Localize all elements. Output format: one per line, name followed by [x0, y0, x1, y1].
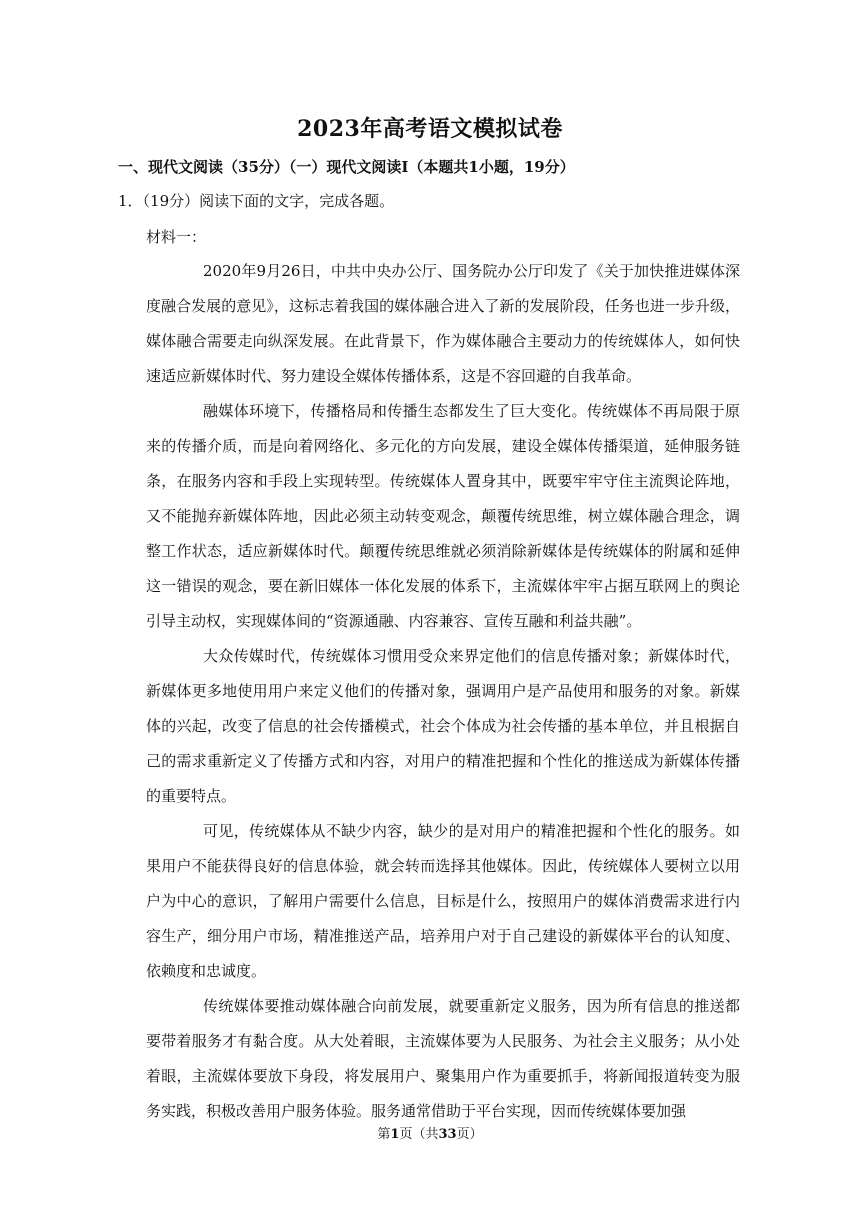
footer-middle: 页（共 [399, 1127, 439, 1142]
article-body [146, 254, 740, 1129]
paragraph: 2020年9月26日，中共中央办公厅、国务院办公厅印发了《关于加快推进媒体深度融合发展的意见》，这标志着我国的媒体融合进入了新的发展阶段，任务也进一步升级，媒体融合需要走向纵深发展。在此背景下，作为媒体融合主要动力的传统媒体人，如何快速适应新媒体时代、努力建设全媒体传播体系，这是不容回避的自我革命。 [146, 262, 740, 385]
page-number: 1 [390, 1127, 400, 1142]
paragraph: 融媒体环境下，传播格局和传播生态都发生了巨大变化。传统媒体不再局限于原来的传播介质，而是向着网络化、多元化的方向发展，建设全媒体传播渠道，延伸服务链条，在服务内容和手段上实现转型。传统媒体人置身其中，既要牢牢守住主流舆论阵地，又不能抛弃新媒体阵地，因此必须主动转变观念，颠覆传统思维，树立媒体融合理念，调整工作状态，适应新媒体时代。颠覆传统思维就必须消除新媒体是传统媒体的附属和延伸这一错误的观念，要在新旧媒体一体化发展的体系下，主流媒体牢牢占据互联网上的舆论引导主动权，实现媒体间的“资源通融、内容兼容、宣传互融和利益共融”。 [146, 402, 740, 630]
paragraph: 可见，传统媒体从不缺少内容，缺少的是对用户的精准把握和个性化的服务。如果用户不能获得良好的信息体验，就会转而选择其他媒体。因此，传统媒体人要树立以用户为中心的意识，了解用户需要什么信息，目标是什么，按照用户的媒体消费需求进行内容生产，细分用户市场，精准推送产品，培养用户对于自己建设的新媒体平台的认知度、依赖度和忠诚度。 [146, 822, 740, 980]
footer-suffix: 页） [456, 1127, 483, 1142]
total-pages: 33 [438, 1127, 457, 1142]
paragraph: 大众传媒时代，传统媒体习惯用受众来界定他们的信息传播对象；新媒体时代，新媒体更多地使用用户来定义他们的传播对象，强调用户是产品使用和服务的对象。新媒体的兴起，改变了信息的社会传播模式，社会个体成为社会传播的基本单位，并且根据自己的需求重新定义了传播方式和内容，对用户的精准把握和个性化的推送成为新媒体传播的重要特点。 [146, 647, 740, 805]
footer-prefix: 第 [377, 1127, 391, 1142]
document-title: 2023年高考语文模拟试卷 [297, 116, 563, 142]
paragraph: 传统媒体要推动媒体融合向前发展，就要重新定义服务，因为所有信息的推送都要带着服务才有黏合度。从大处着眼，主流媒体要为人民服务、为社会主义服务；从小处着眼，主流媒体要放下身段，将发展用户、聚集用户作为重要抓手，将新闻报道转变为服务实践，积极改善用户服务体验。服务通常借助于平台实现，因而传统媒体要加强 [146, 997, 740, 1120]
material-label: 材料一： [146, 228, 207, 246]
question-intro: 1．（19分）阅读下面的文字，完成各题。 [118, 192, 395, 210]
page-footer [0, 1123, 860, 1142]
section-heading: 一、现代文阅读（35分）（一）现代文阅读Ⅰ（本题共1小题，19分） [118, 158, 575, 176]
